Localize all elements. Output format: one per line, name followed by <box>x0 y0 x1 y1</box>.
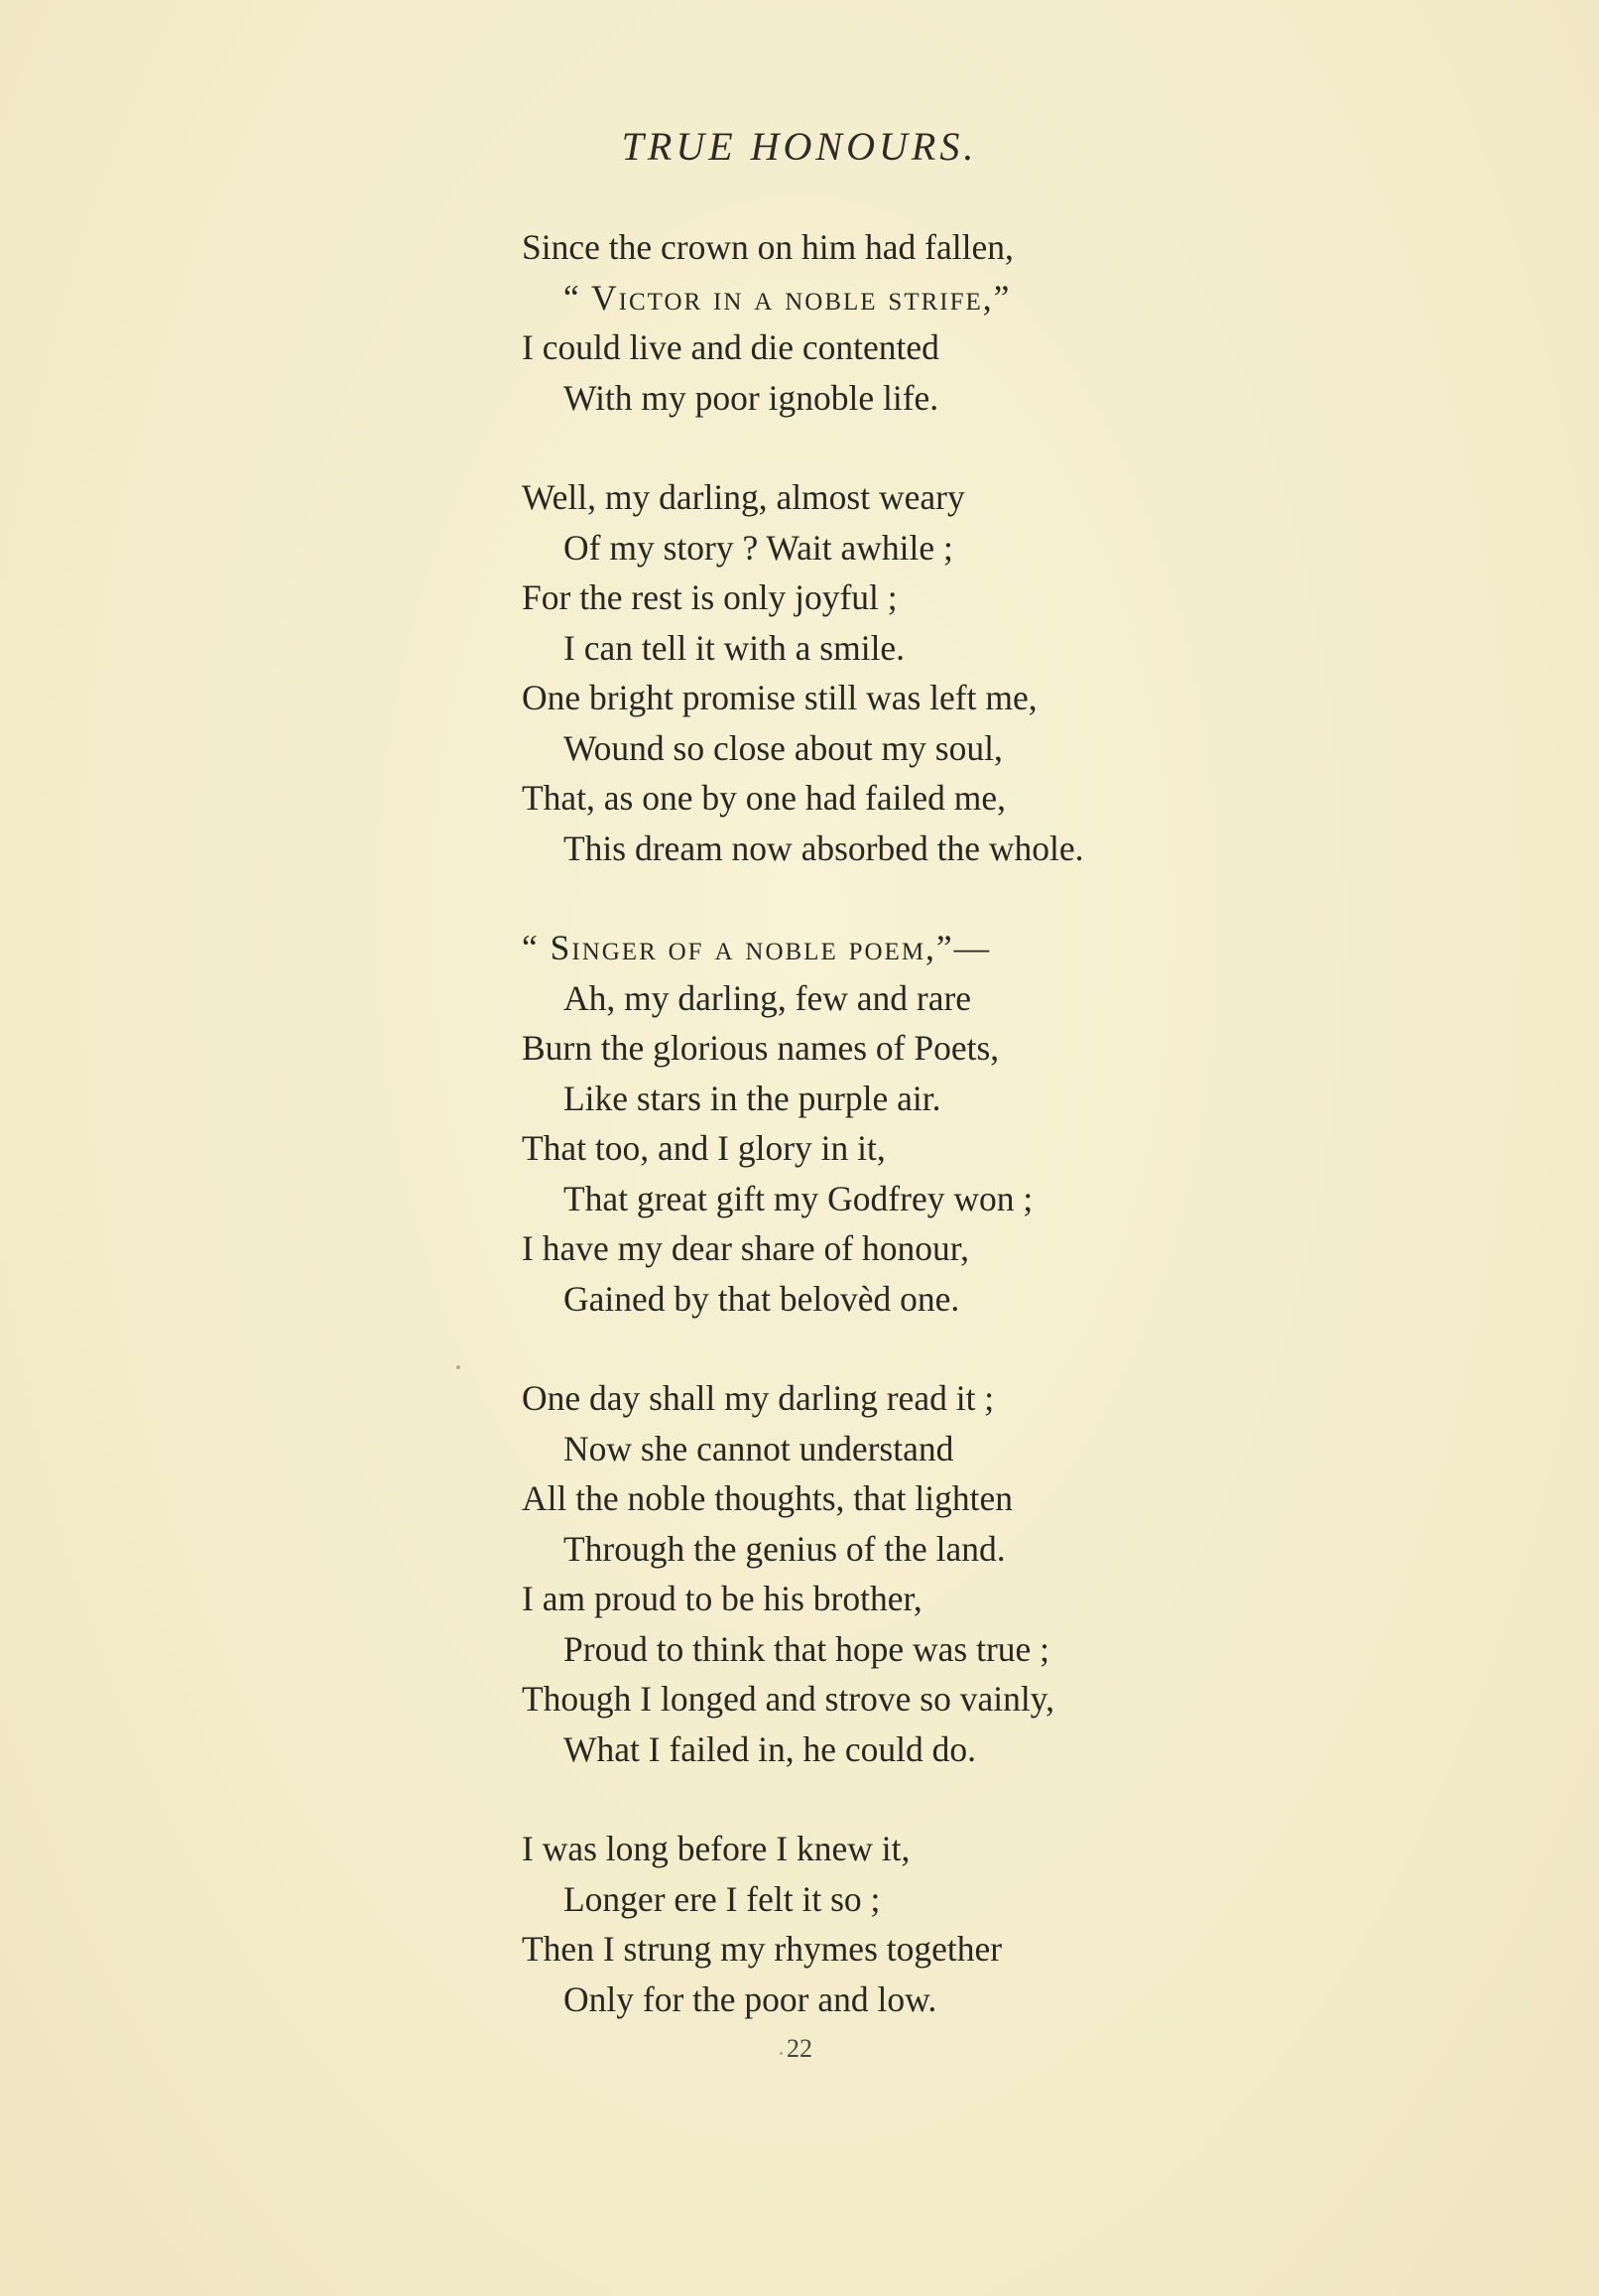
poem-line: I am proud to be his brother, <box>522 1579 922 1618</box>
poem-line: Well, my darling, almost weary <box>522 477 965 517</box>
stanza-gap <box>522 873 1514 923</box>
poem-line: I could live and die contented <box>522 327 939 367</box>
stanza <box>522 1373 1514 1774</box>
stanza <box>522 923 1514 1324</box>
poem-line: Though I longed and strove so vainly, <box>522 1679 1055 1719</box>
stanza <box>522 222 1514 423</box>
poem-line: One day shall my darling read it ; <box>522 1378 995 1418</box>
poem-line: That, as one by one had failed me, <box>522 778 1006 818</box>
poem-line: I can tell it with a smile. <box>563 627 906 668</box>
poem-line: Proud to think that hope was true ; <box>563 1628 1050 1669</box>
poem-line: One bright promise still was left me, <box>522 678 1038 717</box>
poem-line: Through the genius of the land. <box>563 1528 1006 1569</box>
poem-line: Since the crown on him had fallen, <box>522 227 1014 267</box>
page-number: 22 <box>787 2034 812 2063</box>
poem-line: Gained by that belovèd one. <box>563 1278 960 1319</box>
poem-line: I was long before I knew it, <box>522 1829 911 1868</box>
poem-body <box>522 222 1514 2024</box>
paper-speck <box>456 1365 460 1369</box>
poem-line: Of my story ? Wait awhile ; <box>563 527 953 568</box>
poem-line: Wound so close about my soul, <box>563 727 1003 768</box>
poem-line: With my poor ignoble life. <box>563 377 939 418</box>
stanza <box>522 472 1514 873</box>
poem-line: For the rest is only joyful ; <box>522 577 898 617</box>
poem-line: Burn the glorious names of Poets, <box>522 1028 1000 1068</box>
poem-line: All the noble thoughts, that lighten <box>522 1478 1013 1518</box>
poem-line: That too, and I glory in it, <box>522 1128 886 1168</box>
paper-speck <box>780 2052 783 2055</box>
poem-line: “ Victor in a noble strife,” <box>563 277 1012 318</box>
poem-line: Only for the poor and low. <box>563 1978 937 2019</box>
poem-line: Like stars in the purple air. <box>563 1078 941 1118</box>
stanza-gap <box>522 1774 1514 1824</box>
running-head: TRUE HONOURS. <box>621 124 978 169</box>
poem-line: “ Singer of a noble poem,”— <box>522 928 992 967</box>
poem-line: What I failed in, he could do. <box>563 1728 976 1769</box>
stanza-gap <box>522 1324 1514 1373</box>
stanza <box>522 1824 1514 2024</box>
poem-line: Then I strung my rhymes together <box>522 1929 1003 1969</box>
poem-line: Longer ere I felt it so ; <box>563 1878 881 1919</box>
poem-line: Now she cannot understand <box>563 1428 954 1468</box>
stanza-gap <box>522 423 1514 472</box>
poem-line: That great gift my Godfrey won ; <box>563 1178 1034 1218</box>
poem-line: I have my dear share of honour, <box>522 1228 970 1268</box>
poem-line: This dream now absorbed the whole. <box>563 828 1084 868</box>
poem-line: Ah, my darling, few and rare <box>563 977 972 1018</box>
